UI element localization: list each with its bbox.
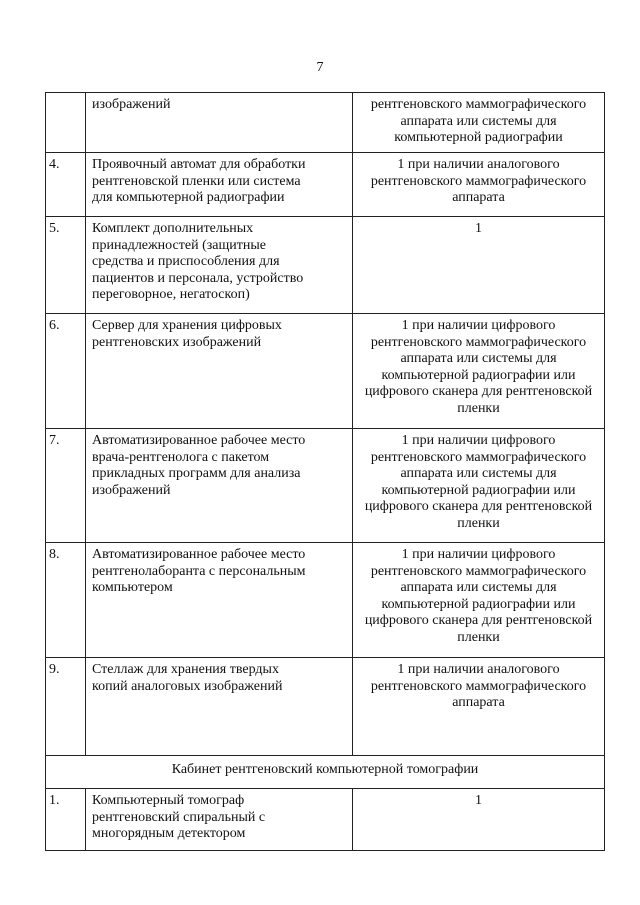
row-number (46, 93, 86, 153)
page-number: 7 (316, 60, 324, 75)
row-number-text: 1. (49, 793, 60, 808)
row-number-text: 9. (49, 662, 60, 677)
equipment-name-text: изображений (92, 97, 171, 112)
row-number (46, 543, 86, 658)
row-number (46, 217, 86, 314)
equipment-quantity-text: 1 при наличии аналогового рентгеновского маммографического аппарата (370, 662, 587, 710)
row-number-text: 6. (49, 318, 60, 333)
table-row (46, 153, 605, 217)
equipment-name (86, 153, 353, 217)
equipment-name (86, 314, 353, 429)
row-number (46, 789, 86, 851)
equipment-name (86, 543, 353, 658)
table-row (46, 217, 605, 314)
row-number-text: 8. (49, 547, 60, 562)
equipment-name (86, 429, 353, 543)
equipment-quantity (353, 314, 605, 429)
equipment-table-body (46, 93, 605, 756)
row-number (46, 658, 86, 756)
equipment-name-text: Автоматизированное рабочее место врача-рентгенолога с пакетом прикладных программ для анализа изображений (92, 433, 306, 498)
section-heading: Кабинет рентгеновский компьютерной томографии (46, 756, 605, 789)
equipment-quantity (353, 153, 605, 217)
table-row (46, 314, 605, 429)
equipment-name (86, 658, 353, 756)
row-number (46, 429, 86, 543)
equipment-name (86, 217, 353, 314)
equipment-quantity (353, 789, 605, 851)
section-heading-body (46, 756, 605, 789)
row-number-text: 4. (49, 157, 60, 172)
equipment-quantity (353, 543, 605, 658)
table-row (46, 658, 605, 756)
equipment-quantity-text: 1 при наличии цифрового рентгеновского маммографического аппарата или системы для компьютерной радиографии или цифрового сканера для рентгеновской пленки (364, 547, 593, 645)
equipment-name-text: Комплект дополнительных принадлежностей (защитные средства и приспособления для пациентов и персонала, устройство переговорное, негатоскоп) (92, 221, 304, 302)
equipment-name-text: Автоматизированное рабочее место рентгенолаборанта с персональным компьютером (92, 547, 306, 595)
equipment-quantity-text: 1 (475, 221, 482, 236)
equipment-quantity-text: 1 при наличии цифрового рентгеновского маммографического аппарата или системы для компьютерной радиографии или цифрового сканера для рентгеновской пленки (364, 433, 593, 531)
table-row (46, 429, 605, 543)
equipment-table (45, 92, 605, 851)
table-row (46, 93, 605, 153)
equipment-quantity (353, 217, 605, 314)
row-number (46, 153, 86, 217)
equipment-name-text: Компьютерный томограф рентгеновский спиральный с многорядным детектором (92, 793, 266, 841)
equipment-name (86, 789, 353, 851)
row-number-text: 7. (49, 433, 60, 448)
equipment-quantity-text: 1 (475, 793, 482, 808)
row-number (46, 314, 86, 429)
equipment-table-body-ct (46, 789, 605, 851)
equipment-quantity-text: 1 при наличии цифрового рентгеновского маммографического аппарата или системы для компьютерной радиографии или цифрового сканера для рентгеновской пленки (364, 318, 593, 416)
equipment-name-text: Стеллаж для хранения твердых копий аналоговых изображений (92, 662, 283, 694)
equipment-name-text: Сервер для хранения цифровых рентгеновских изображений (92, 318, 282, 350)
row-number-text: 5. (49, 221, 60, 236)
equipment-name-text: Проявочный автомат для обработки рентгеновской пленки или система для компьютерной радиографии (92, 157, 306, 205)
table-row (46, 789, 605, 851)
equipment-quantity (353, 93, 605, 153)
equipment-quantity-text: рентгеновского маммографического аппарата или системы для компьютерной радиографии (370, 97, 587, 145)
equipment-quantity (353, 658, 605, 756)
section-heading-row (46, 756, 605, 789)
equipment-name (86, 93, 353, 153)
table-row (46, 543, 605, 658)
equipment-quantity-text: 1 при наличии аналогового рентгеновского маммографического аппарата (370, 157, 587, 205)
equipment-quantity (353, 429, 605, 543)
